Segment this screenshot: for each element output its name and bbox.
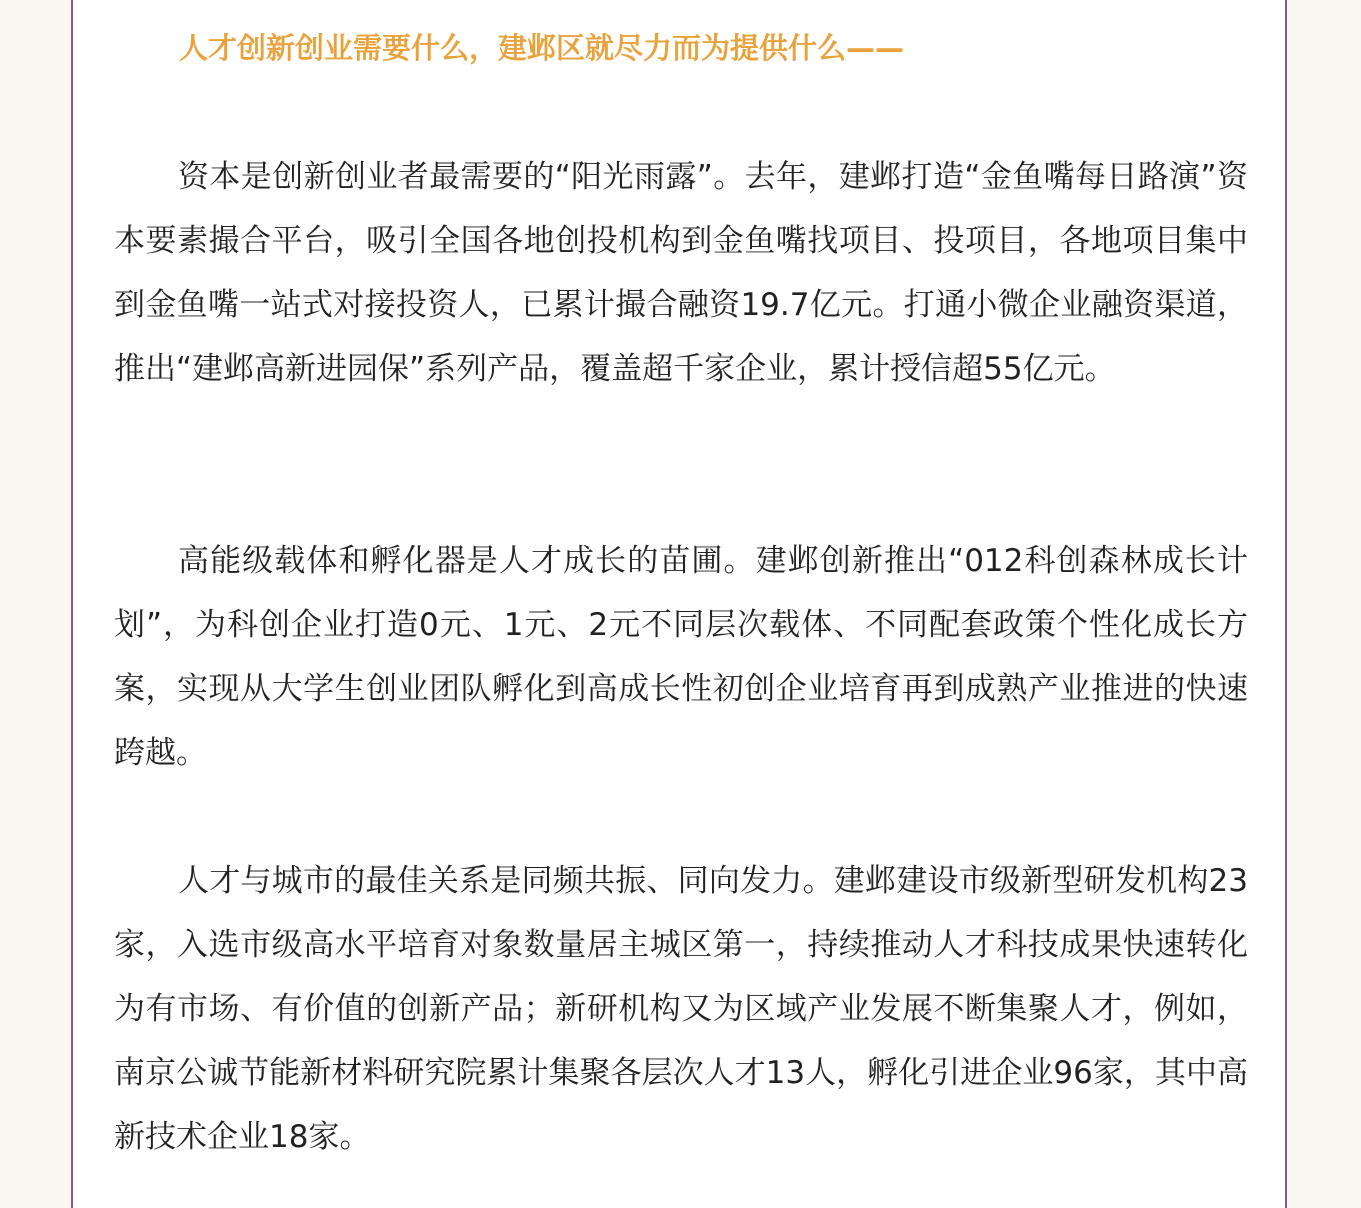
section-heading: 人才创新创业需要什么，建邺区就尽力而为提供什么—— <box>179 31 905 65</box>
paragraph-incubator: 高能级载体和孵化器是人才成长的苗圃。建邺创新推出“012科创森林成长计划”，为科创企业打造0元、1元、2元不同层次载体、不同配套政策个性化成长方案，实现从大学生创业团队孵化到高成长性初创企业培育再到成熟产业推进的快速跨越。 <box>114 543 1248 771</box>
article-card <box>71 0 1287 1208</box>
paragraph-capital: 资本是创新创业者最需要的“阳光雨露”。去年，建邺打造“金鱼嘴每日路演”资本要素撮合平台，吸引全国各地创投机构到金鱼嘴找项目、投项目，各地项目集中到金鱼嘴一站式对接投资人，已累计撮合融资19.7亿元。打通小微企业融资渠道，推出“建邺高新进园保”系列产品，覆盖超千家企业，累计授信超55亿元。 <box>114 159 1248 387</box>
paragraph-talent-city: 人才与城市的最佳关系是同频共振、同向发力。建邺建设市级新型研发机构23家，入选市级高水平培育对象数量居主城区第一，持续推动人才科技成果快速转化为有市场、有价值的创新产品；新研机构又为区域产业发展不断集聚人才，例如，南京公诚节能新材料研究院累计集聚各层次人才13人，孵化引进企业96家，其中高新技术企业18家。 <box>114 863 1248 1155</box>
